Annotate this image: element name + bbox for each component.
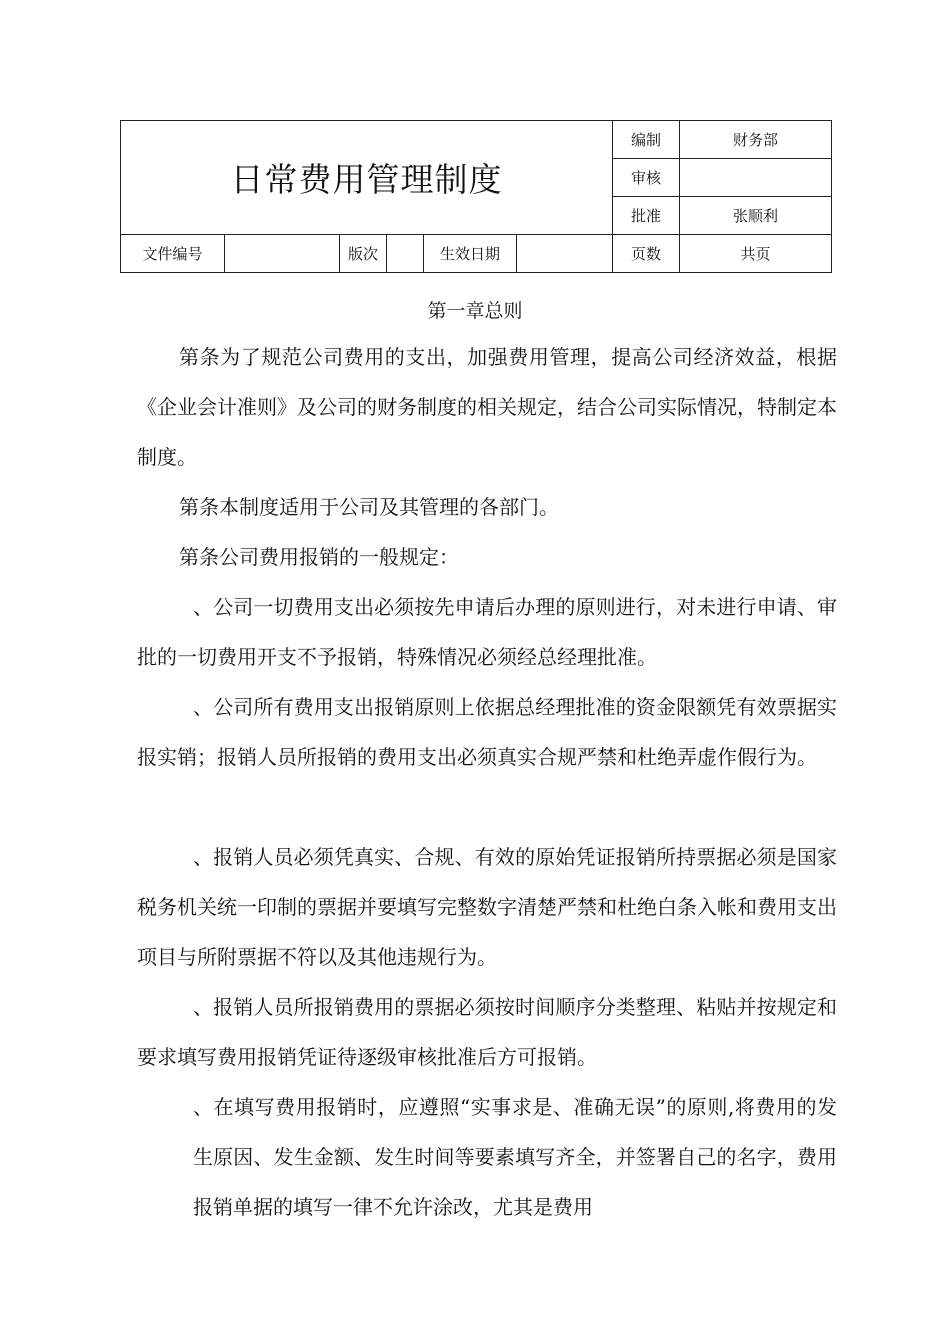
page-count-value: 共页 bbox=[680, 235, 832, 273]
reviewed-by-label: 审核 bbox=[613, 159, 680, 197]
compiled-by-value: 财务部 bbox=[680, 121, 832, 159]
doc-number-label: 文件编号 bbox=[121, 235, 225, 273]
doc-number-value bbox=[225, 235, 340, 273]
document-header-table bbox=[120, 120, 832, 273]
article-purpose: 第条为了规范公司费用的支出，加强费用管理，提高公司经济效益，根据《企业会计准则》及公司的财务制度的相关规定，结合公司实际情况，特制定本制度。 bbox=[137, 345, 837, 469]
rule-item-5: 、在填写费用报销时，应遵照“实事求是、准确无误”的原则,将费用的发生原因、发生金额、发生时间等要素填写齐全，并签署自己的名字，费用报销单据的填写一律不允许涂改，尤其是费用 bbox=[193, 1095, 837, 1219]
effective-date-value bbox=[517, 235, 613, 273]
chapter-heading: 第一章总则 bbox=[427, 300, 523, 322]
article-general-rules: 第条公司费用报销的一般规定： bbox=[179, 545, 459, 569]
compiled-by-label: 编制 bbox=[613, 121, 680, 159]
effective-date-label: 生效日期 bbox=[424, 235, 517, 273]
page-count-label: 页数 bbox=[613, 235, 680, 273]
article-scope: 第条本制度适用于公司及其管理的各部门。 bbox=[179, 495, 559, 519]
rule-item-3: 、报销人员必须凭真实、合规、有效的原始凭证报销所持票据必须是国家税务机关统一印制的票据并要填写完整数字清楚严禁和杜绝白条入帐和费用支出项目与所附票据不符以及其他违规行为。 bbox=[137, 845, 837, 969]
approved-by-label: 批准 bbox=[613, 197, 680, 235]
version-value bbox=[387, 235, 424, 273]
rule-item-1: 、公司一切费用支出必须按先申请后办理的原则进行，对未进行申请、审批的一切费用开支不予报销，特殊情况必须经总经理批准。 bbox=[137, 595, 837, 669]
approved-by-value: 张顺利 bbox=[680, 197, 832, 235]
version-label: 版次 bbox=[340, 235, 387, 273]
document-title: 日常费用管理制度 bbox=[121, 121, 613, 235]
reviewed-by-value bbox=[680, 159, 832, 197]
rule-item-4: 、报销人员所报销费用的票据必须按时间顺序分类整理、粘贴并按规定和要求填写费用报销凭证待逐级审核批准后方可报销。 bbox=[137, 995, 837, 1069]
rule-item-2: 、公司所有费用支出报销原则上依据总经理批准的资金限额凭有效票据实报实销；报销人员所报销的费用支出必须真实合规严禁和杜绝弄虚作假行为。 bbox=[137, 695, 837, 769]
